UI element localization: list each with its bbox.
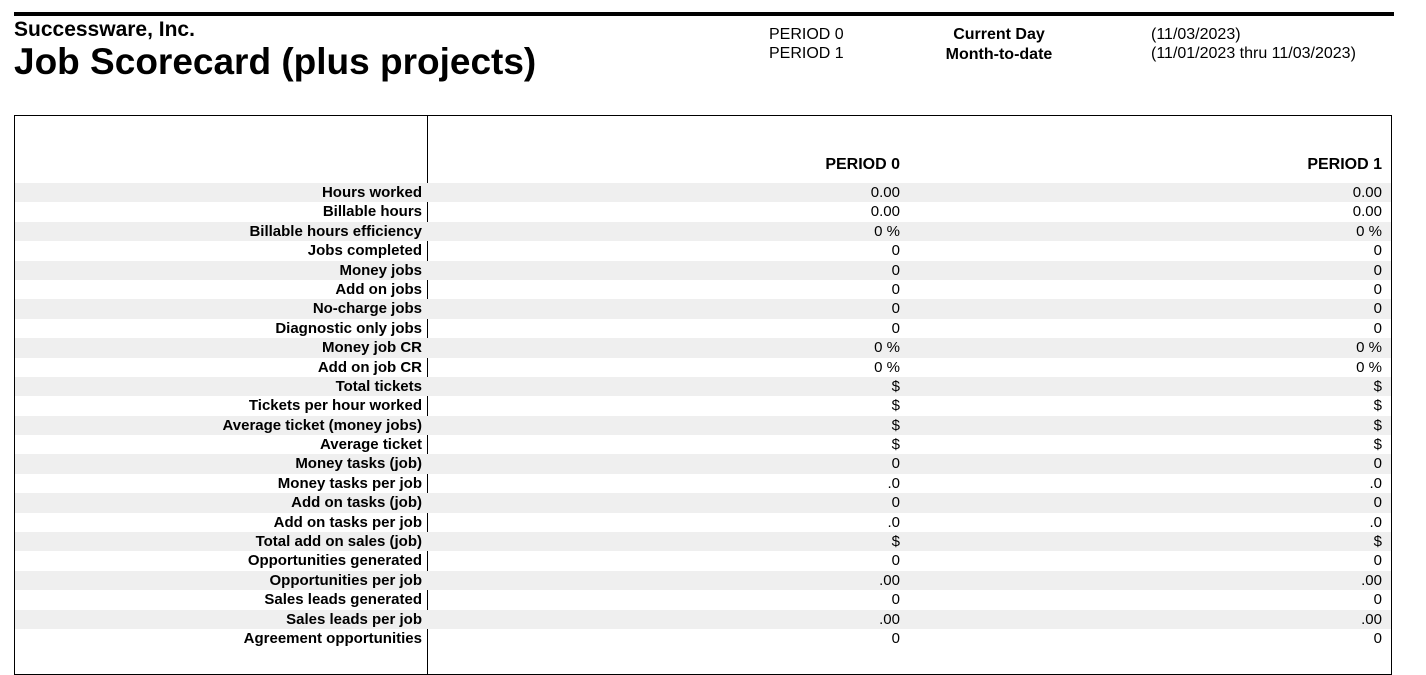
row-label: Billable hours efficiency — [249, 222, 422, 240]
table-row — [15, 299, 1391, 318]
table-row — [15, 222, 1391, 241]
company-name: Successware, Inc. — [14, 18, 195, 41]
period-1-value: $ — [1373, 416, 1382, 434]
period-0-value: 0 — [891, 455, 900, 473]
period-1-value: .0 — [1369, 513, 1382, 531]
period-0-value: 0 — [891, 242, 900, 260]
period-1-value: 0.00 — [1352, 203, 1382, 221]
period-0-value: 0 — [891, 494, 900, 512]
row-label: Opportunities per job — [269, 571, 422, 589]
period-0-value: .0 — [887, 474, 900, 492]
period-1-value: 0 — [1373, 494, 1382, 512]
row-label: Sales leads generated — [264, 591, 422, 609]
period-0-name: Current Day — [953, 26, 1045, 43]
period-1-value: $ — [1373, 377, 1382, 395]
period-0-value: $ — [891, 416, 900, 434]
period-0-value: 0 — [891, 591, 900, 609]
row-label: Add on tasks per job — [273, 513, 422, 531]
period-1-value: 0 — [1373, 552, 1382, 570]
period-1-value: $ — [1373, 436, 1382, 454]
period-1-value: 0 — [1373, 455, 1382, 473]
period-0-code: PERIOD 0 — [769, 26, 844, 43]
column-header-period-0: PERIOD 0 — [825, 156, 900, 173]
header-rule — [14, 12, 1394, 16]
table-row — [15, 513, 1391, 532]
period-0-value: .0 — [887, 513, 900, 531]
row-label: Diagnostic only jobs — [275, 319, 422, 337]
period-1-value: 0 — [1373, 319, 1382, 337]
row-label: Money jobs — [339, 261, 422, 279]
row-label: Billable hours — [322, 203, 422, 221]
period-0-value: 0 — [891, 629, 900, 647]
column-header-period-1: PERIOD 1 — [1307, 156, 1382, 173]
table-row — [15, 338, 1391, 357]
period-0-value: 0 % — [874, 358, 900, 376]
period-0-value: 0 — [891, 261, 900, 279]
row-label: Jobs completed — [307, 242, 422, 260]
period-0-value: 0.00 — [870, 184, 900, 201]
period-0-value: 0 % — [874, 222, 900, 240]
period-1-value: .00 — [1361, 571, 1382, 589]
scorecard-rows — [15, 183, 1391, 648]
period-0-value: .00 — [879, 610, 900, 628]
table-row — [15, 532, 1391, 551]
period-0-value: 0 — [891, 300, 900, 318]
period-1-value: 0 — [1373, 242, 1382, 260]
table-row — [15, 280, 1391, 299]
period-1-value: 0 — [1373, 261, 1382, 279]
period-0-value: 0 — [891, 552, 900, 570]
period-0-value: 0.00 — [870, 203, 900, 221]
table-row — [15, 493, 1391, 512]
period-0-value: $ — [891, 377, 900, 395]
period-0-value: 0 — [891, 319, 900, 337]
row-label: Agreement opportunities — [243, 629, 422, 647]
row-label: Hours worked — [321, 184, 422, 201]
period-0-value: 0 — [891, 280, 900, 298]
row-label: Money tasks per job — [277, 474, 422, 492]
row-label: Money job CR — [322, 339, 422, 357]
row-label: Add on tasks (job) — [291, 494, 422, 512]
period-1-value: .0 — [1369, 474, 1382, 492]
period-1-value: 0 % — [1356, 339, 1382, 357]
table-row — [15, 629, 1391, 648]
period-0-value: $ — [891, 397, 900, 415]
row-label: Average ticket (money jobs) — [222, 416, 422, 434]
row-label: Add on job CR — [317, 358, 422, 376]
table-row — [15, 474, 1391, 493]
row-label: Add on jobs — [335, 280, 422, 298]
table-row — [15, 590, 1391, 609]
table-row — [15, 202, 1391, 221]
table-row — [15, 319, 1391, 338]
period-1-value: 0 % — [1356, 222, 1382, 240]
period-0-value: .00 — [879, 571, 900, 589]
row-label: Average ticket — [320, 436, 422, 454]
table-row — [15, 358, 1391, 377]
period-0-range: (11/03/2023) — [1151, 26, 1241, 43]
row-label: Sales leads per job — [286, 610, 422, 628]
period-1-name: Month-to-date — [945, 46, 1053, 63]
table-row — [15, 610, 1391, 629]
period-1-value: 0 — [1373, 591, 1382, 609]
row-label: No-charge jobs — [312, 300, 422, 318]
period-0-value: $ — [891, 533, 900, 551]
table-row — [15, 377, 1391, 396]
period-1-value: 0 — [1373, 280, 1382, 298]
table-row — [15, 183, 1391, 202]
table-row — [15, 454, 1391, 473]
period-1-value: 0 — [1373, 300, 1382, 318]
period-0-value: 0 % — [874, 339, 900, 357]
table-row — [15, 571, 1391, 590]
period-1-code: PERIOD 1 — [769, 45, 844, 62]
row-label: Money tasks (job) — [295, 455, 422, 473]
table-row — [15, 261, 1391, 280]
report-title: Job Scorecard (plus projects) — [14, 41, 537, 82]
row-label: Tickets per hour worked — [248, 397, 422, 415]
row-label: Total add on sales (job) — [255, 533, 422, 551]
period-1-value: 0 % — [1356, 358, 1382, 376]
row-label: Opportunities generated — [247, 552, 422, 570]
table-row — [15, 551, 1391, 570]
period-1-value: $ — [1373, 397, 1382, 415]
table-row — [15, 241, 1391, 260]
period-1-value: $ — [1373, 533, 1382, 551]
row-label: Total tickets — [335, 377, 422, 395]
period-1-value: 0 — [1373, 629, 1382, 647]
table-row — [15, 435, 1391, 454]
table-row — [15, 396, 1391, 415]
table-row — [15, 416, 1391, 435]
period-1-range: (11/01/2023 thru 11/03/2023) — [1151, 45, 1356, 62]
period-1-value: 0.00 — [1352, 184, 1382, 201]
period-1-value: .00 — [1361, 610, 1382, 628]
period-0-value: $ — [891, 436, 900, 454]
